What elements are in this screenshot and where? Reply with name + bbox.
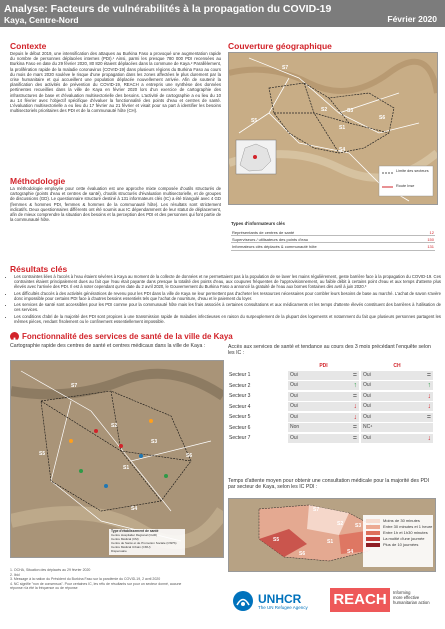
trend-equal-icon: = xyxy=(352,392,357,400)
trend-down-arrow-icon: ↓ xyxy=(353,413,357,421)
pdi-access-cell: Oui ↓ xyxy=(290,413,357,421)
trend-up-arrow-icon: ↑ xyxy=(353,382,357,390)
footnotes xyxy=(10,568,190,591)
ch-access-cell: NC⁴ xyxy=(361,423,433,432)
map-label-s3: S3 xyxy=(151,439,158,445)
map-label-s2: S2 xyxy=(337,521,344,527)
footnote: 2. Ibid xyxy=(10,572,20,577)
page-subtitle: Kaya, Centre-Nord xyxy=(4,15,79,25)
ic-table-title: Types d'informateurs clés xyxy=(231,221,285,226)
map-label-s5: S5 xyxy=(273,537,280,543)
wait-time-intro: Temps d'attente moyen pour obtenir une consultation médicale pour la majorité des PDI par secteur de Kaya, selon les IC PDI : xyxy=(228,478,430,490)
ch-access-cell: Oui ↓ xyxy=(362,434,431,442)
ic-label: Superviseurs / utilisateurs des points d'eau xyxy=(231,236,415,243)
map-label-s4: S4 xyxy=(131,506,138,512)
legend-item: Centre Médical (CM) xyxy=(111,537,139,541)
map-legend-limits: Limite des secteurs xyxy=(396,169,429,173)
map-label-s4: S4 xyxy=(339,147,346,153)
legend-swatch xyxy=(366,525,380,529)
legend-item xyxy=(366,518,432,523)
footnote: 4. NC signifie "non de consensus". Pour certaines IC, les réfu de résultants sur pour un secteur donné, aucune réponse n'a été la fréquence ou de réponse xyxy=(10,581,182,591)
legend-item: Centre de Santé et de Promotion Sociale (CSPS) xyxy=(111,541,177,545)
pdi-access-cell: Oui ↑ xyxy=(290,382,357,390)
list-item: • Les conditions d'abri de la majorité des PDI sont propices à une transmission rapide de maladies infectieuses en raison du surpeuplement de la plupart des logements et notamment du fait que plusieurs personnes partagent les mêmes pièces, rendant l'isolement ou le confinement essentiellement impossible. xyxy=(14,314,441,324)
sector-label: Secteur 7 xyxy=(229,435,251,442)
unhcr-tagline: The UN Refugee Agency xyxy=(258,604,308,610)
legend-item: Dispensaire xyxy=(111,549,127,553)
pdi-access-cell: Oui = xyxy=(290,434,357,442)
pdi-access-cell: Oui ↓ xyxy=(290,403,357,411)
map-label-s6: S6 xyxy=(186,453,193,459)
pdi-access-cell: Oui = xyxy=(290,392,357,400)
page-title: Analyse: Facteurs de vulnérabilités à la propagation du COVID-19 xyxy=(4,3,332,15)
col-ch: CH xyxy=(393,363,401,369)
map-label-s1: S1 xyxy=(123,465,130,471)
health-map-legend-title: Type d'établissement de santé xyxy=(111,529,159,533)
map-label-s3: S3 xyxy=(355,523,362,529)
trend-equal-icon: = xyxy=(426,413,431,421)
table-row xyxy=(231,236,435,243)
col-pdi: PDI xyxy=(319,363,328,369)
health-facility-map xyxy=(10,360,224,558)
table-row xyxy=(228,423,434,434)
map-label-s6: S6 xyxy=(379,115,386,121)
sector-label: Secteur 2 xyxy=(229,382,251,389)
resultats-list xyxy=(6,274,441,325)
sector-label: Secteur 3 xyxy=(229,393,251,400)
table-row xyxy=(228,433,434,444)
trend-equal-icon: = xyxy=(426,371,431,379)
ch-access-cell: Oui ↑ xyxy=(362,382,431,390)
map-label-s4: S4 xyxy=(347,549,354,555)
section-heading-contexte: Contexte xyxy=(10,41,47,51)
map-label-s2: S2 xyxy=(111,423,118,429)
legend-item: Centre Hospitalier Régional (CHR) xyxy=(111,533,158,537)
coverage-map xyxy=(228,52,438,205)
health-access-intro: Accès aux services de santé et tendance au cours des 3 mois précédant l'enquête selon les IC : xyxy=(228,344,431,356)
list-item: • Les contraintes liées à l'accès à l'eau étaient sévères à Kaya au moment de la collecte de données et ne permettaient pas à la population de se laver les mains régulièrement, geste barrière face à la propagation du COVID-19. Ces contraintes étaient principalement dues au fait que l'eau était payante dans presque la totalité des points d'eau, aux coupures fréquentes de l'approvisionnement, au faible débit à certains point d'eau et aux temps d'attente plus élevés avec l'arrivée des PDI. Il est à noter cependant qu'en date du 2 avril 2020, le Gouvernement du Burkina Faso a annoncé la gratuité de l'eau aux bornes fontaines dès avril à juin 2020.³ xyxy=(14,274,441,289)
pdi-access-cell: Non = xyxy=(290,424,357,432)
ic-label: Représentants de centres de santé xyxy=(231,229,415,236)
legend-swatch xyxy=(366,519,380,523)
map-label-s5: S5 xyxy=(251,118,258,124)
table-row xyxy=(228,381,434,392)
sector-label: Secteur 5 xyxy=(229,414,251,421)
legend-item: Centre Médical Urbain (CMU) xyxy=(111,545,151,549)
section-heading-resultats: Résultats clés xyxy=(10,264,68,274)
wait-time-legend xyxy=(366,518,432,548)
map-label-s7: S7 xyxy=(313,507,320,513)
legend-item xyxy=(366,530,432,535)
trend-down-arrow-icon: ↓ xyxy=(427,392,431,400)
trend-up-arrow-icon: ↑ xyxy=(427,382,431,390)
methodologie-paragraph: La méthodologie employée pour cette évaluation est une approche mixte composée d'outils structurés de cartographie (points d'eau et centres de santé), d'outils structurés d'évaluation multisectorielle, et de groupes de discussions (GD). Le questionnaire structuré destiné à 131 informateurs clés (IC) a été triangulé avec 4 GD (femmes & hommes PDI, femmes & hommes de la communauté hôte). Les résultats sont strictement indicatifs. Deux questionnaires différents ont été soumis aux IC dépendamment de leur statut de déplacement, afin de mieux comprendre la situation des besoins et la perception des PDI et des personnes qui font partie de la communauté hôte. xyxy=(10,186,221,223)
health-access-table xyxy=(228,362,434,444)
health-map-intro: Cartographie rapide des centres de santé et centres médicaux dans la ville de Kaya : xyxy=(10,343,206,349)
map-label-s7: S7 xyxy=(71,383,78,389)
trend-down-arrow-icon: ↓ xyxy=(353,403,357,411)
wait-time-map xyxy=(228,498,436,572)
legend-item xyxy=(366,542,432,547)
trend-equal-icon: = xyxy=(352,424,357,432)
legend-label: Entre 30 minutes et 1 heure xyxy=(383,524,433,529)
ic-label: Informateurs clés déplacés & communauté hôte xyxy=(231,243,415,250)
sector-label: Secteur 4 xyxy=(229,403,251,410)
map-label-s5: S5 xyxy=(39,451,46,457)
ch-access-cell: Oui = xyxy=(362,413,431,421)
pdi-access-cell: Oui = xyxy=(290,371,357,379)
footnote: 1. OCHA, Situation des déplacés au 29 février 2020 xyxy=(10,568,91,572)
map-label-s1: S1 xyxy=(327,539,334,545)
footnote: 3. Message à la nation du Président du Burkina Faso sur la pandémie du COVID-19, 2 avril 2020 xyxy=(10,577,161,582)
legend-label: La moitié d'une journée xyxy=(383,536,425,541)
list-item: • Les difficultés d'accès à des activités génératrices de revenu pour les PDI dans la ville de Kaya ne leur permettent pas d'acheter les ressources nécessaires pour combler leurs besoins de base au marché. L'achat de savon s'avère donc impossible pour certains PDI face à d'autres besoins essentiels tels que l'achat de nourriture, d'eau et le paiement du loyer. xyxy=(14,291,441,301)
unhcr-emblem-icon xyxy=(232,590,254,612)
map-label-s1: S1 xyxy=(339,125,346,131)
table-row xyxy=(231,243,435,250)
section-heading-couverture: Couverture géographique xyxy=(228,41,332,51)
ch-access-cell: Oui ↓ xyxy=(362,392,431,400)
contexte-text xyxy=(10,51,221,113)
map-label-s7: S7 xyxy=(282,65,289,71)
unhcr-name: UNHCR xyxy=(258,591,302,606)
trend-down-arrow-icon: ↓ xyxy=(427,434,431,442)
ic-value: 12 xyxy=(415,229,435,236)
list-item: • Les services de santé sont accessibles pour les PDI comme pour la communauté hôte mais les frais associés à certaines consultations et aux médicaments et les temps d'attente élevés constituent des barrières à l'utilisation de ces services. xyxy=(14,302,441,312)
section-heading-sante: Fonctionnalité des services de santé de la ville de Kaya xyxy=(22,332,233,341)
legend-item xyxy=(366,536,432,541)
trend-equal-icon: = xyxy=(352,434,357,442)
reach-tagline: Informing more effective humanitarian action xyxy=(393,590,430,605)
ic-table xyxy=(231,229,435,251)
table-row xyxy=(231,229,435,236)
health-icon xyxy=(10,332,19,341)
legend-swatch xyxy=(366,531,380,535)
map-legend-route: Route Inse xyxy=(396,184,415,188)
map-label-s6: S6 xyxy=(299,551,306,557)
table-row xyxy=(228,391,434,402)
legend-item xyxy=(366,524,432,529)
trend-down-arrow-icon: ↓ xyxy=(427,403,431,411)
legend-label: Plus de 10 journées xyxy=(383,542,419,547)
map-label-s3: S3 xyxy=(347,108,354,114)
coverage-map-svg xyxy=(229,53,437,204)
reach-logo: REACH xyxy=(330,588,390,612)
section-heading-methodologie: Méthodologie xyxy=(10,176,66,186)
table-row xyxy=(228,402,434,413)
table-row xyxy=(228,412,434,423)
sector-label: Secteur 1 xyxy=(229,372,251,379)
legend-label: Entre 1h et 1h30 minutes xyxy=(383,530,428,535)
table-row xyxy=(228,370,434,381)
map-label-s2: S2 xyxy=(321,107,328,113)
ic-value: 150 xyxy=(415,236,435,243)
legend-swatch xyxy=(366,537,380,541)
legend-swatch xyxy=(366,543,380,547)
ch-access-cell: Oui = xyxy=(362,371,431,379)
legend-label: Moins de 30 minutes xyxy=(383,518,420,523)
contexte-paragraph: Depuis le début 2019, une intensification des attaques au Burkina Faso a provoqué une augmentation rapide du nombre de personnes déplacées internes (PDI).¹ Ainsi, parmi les presque 780 000 PDI recensées au Burkina Faso en date du 29 février 2020, 80 820 étaient déplacées dans la commune de Kaya.² Parallèlement, la prolifération rapide de la maladie coronavirus (COVID-19) dans plusieurs régions du Burkina Faso au cours du mois de mars 2020 soulève le risque d'une propagation dans les zones affectées le plus durement par la crise humanitaire et qui accueillent une population déplacée nouvellement arrivée. Afin de soutenir la planification des activités de prévention du COVID-19, REACH a entrepris une synthèse des données pertinentes recueillies dans la ville de Kaya en février 2020 lors d'un exercice de cartographie des infrastructures de base et d'évaluation multisectorielle des besoins. L'activité de cartographie a eu lieu du 10 au 14 février avec l'objectif spécifique d'évaluer la fonctionnalité des points d'eau et centres de santé. L'évaluation multisectorielle a eu lieu du 17 février au 21 février et visait pour sa part à identifier les besoins multisectoriels prioritaires des PDI et de la communauté hôte (CH). xyxy=(10,51,221,114)
page-date: Février 2020 xyxy=(387,14,437,24)
ic-value: 131 xyxy=(415,243,435,250)
trend-equal-icon: = xyxy=(352,371,357,379)
health-access-rows xyxy=(228,370,434,444)
methodologie-text xyxy=(10,186,221,222)
unhcr-logo xyxy=(232,590,308,612)
sector-label: Secteur 6 xyxy=(229,424,251,431)
health-map-legend xyxy=(111,533,177,553)
ch-access-cell: Oui ↓ xyxy=(362,403,431,411)
